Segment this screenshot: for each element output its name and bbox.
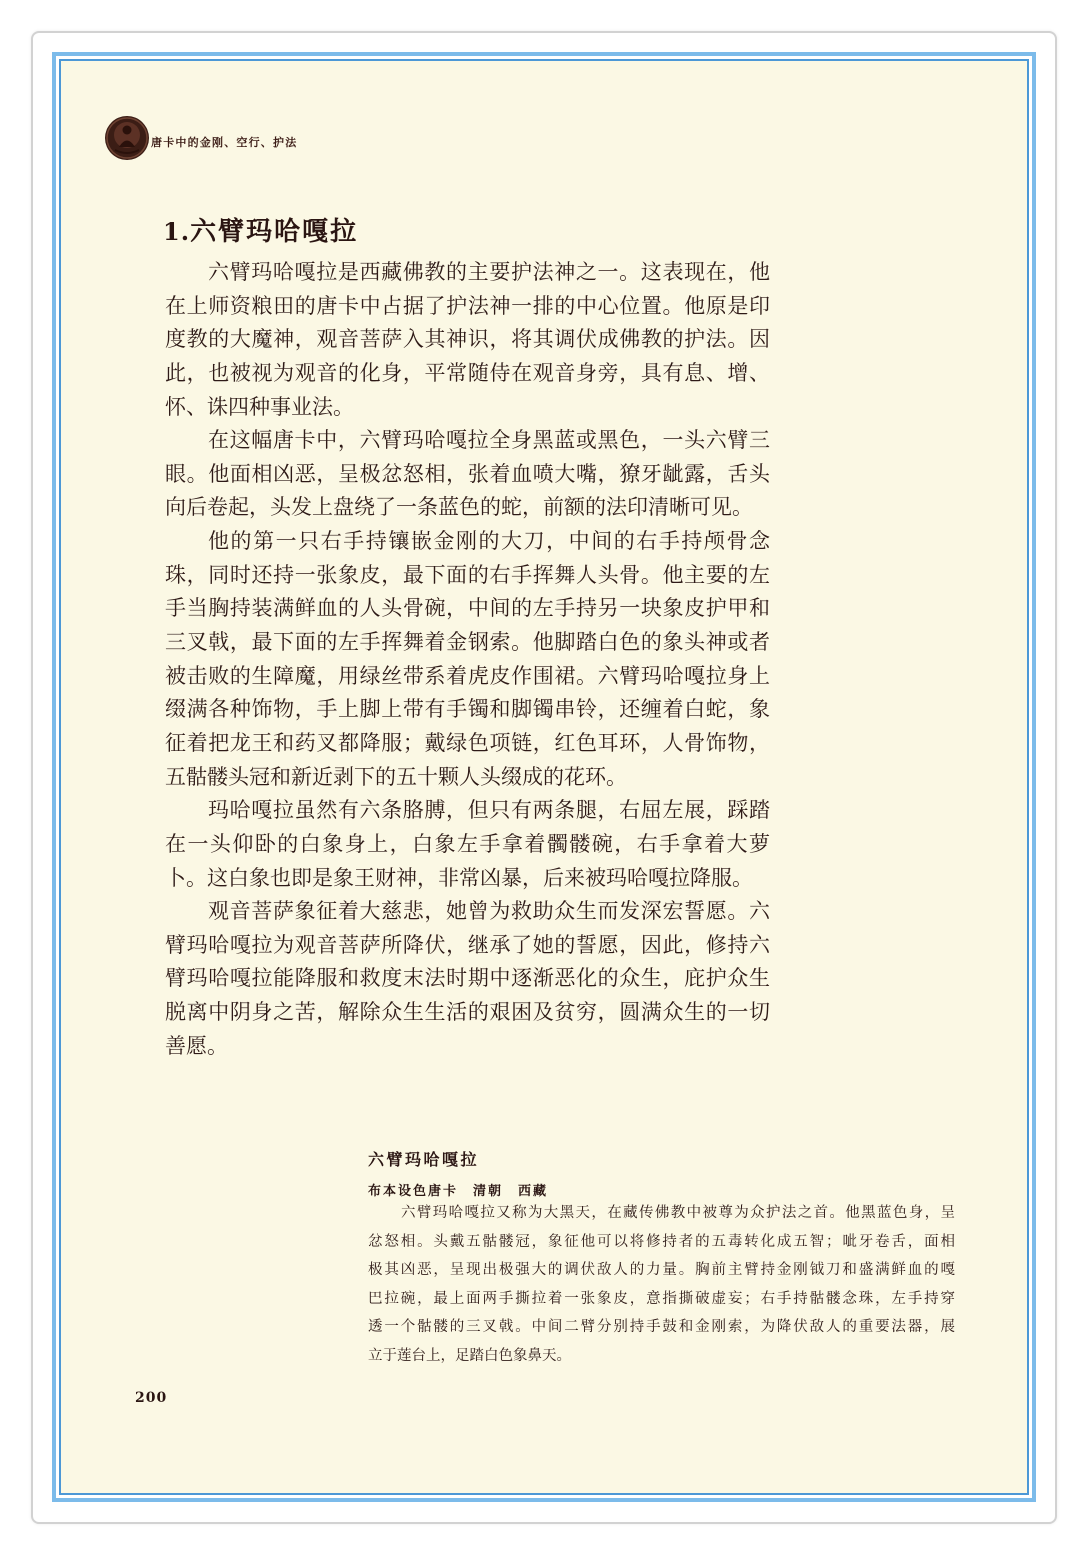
- body-text-line: 向后卷起，头发上盘绕了一条蓝色的蛇，前额的法印清晰可见。: [165, 495, 753, 520]
- body-text-line: 被击败的生障魔，用绿丝带系着虎皮作围裙。六臂玛哈嘎拉身上: [165, 663, 770, 688]
- caption-text-line: 六臂玛哈嘎拉又称为大黑天，在藏传佛教中被尊为众护法之首。他黑蓝色身，呈: [401, 1205, 955, 1221]
- section-heading: [163, 215, 358, 252]
- body-text-line: 观音菩萨象征着大慈悲，她曾为救助众生而发深宏誓愿。六: [208, 899, 770, 924]
- body-text-line: 眼。他面相凶恶，呈极忿怒相，张着血喷大嘴，獠牙龇露，舌头: [165, 461, 770, 486]
- body-text-line: 缀满各种饰物，手上脚上带有手镯和脚镯串铃，还缠着白蛇，象: [165, 697, 770, 722]
- body-text-line: 三叉戟，最下面的左手挥舞着金钢索。他脚踏白色的象头神或者: [165, 630, 770, 655]
- body-text-line: 在上师资粮田的唐卡中占据了护法神一排的中心位置。他原是印: [165, 293, 770, 318]
- body-text-line: 怀、诛四种事业法。: [165, 394, 354, 419]
- body-text-line: 手当胸持装满鲜血的人头骨碗，中间的左手持另一块象皮护甲和: [165, 596, 770, 621]
- caption-text-line: 透一个骷髅的三叉戟。中间二臂分别持手鼓和金刚索，为降伏敌人的重要法器，展: [368, 1319, 955, 1335]
- body-text-line: 五骷髅头冠和新近剥下的五十颗人头缀成的花环。: [165, 764, 627, 789]
- body-text-line: 善愿。: [165, 1033, 228, 1058]
- body-paragraph: [165, 794, 770, 895]
- caption-text-line: 立于莲台上，足踏白色象鼻天。: [368, 1347, 571, 1364]
- section-title: 六臂玛哈嘎拉: [190, 217, 359, 247]
- body-text-line: 玛哈嘎拉虽然有六条胳膊，但只有两条腿，右屈左展，踩踏: [208, 798, 770, 823]
- body-text-line: 珠，同时还持一张象皮，最下面的右手挥舞人头骨。他主要的左: [165, 562, 770, 587]
- body-text-line: 在一头仰卧的白象身上，白象左手拿着髑髅碗，右手拿着大萝: [165, 831, 770, 856]
- running-title: 唐卡中的金刚、空行、护法: [151, 136, 298, 149]
- caption-text-line: 极其凶恶，呈现出极强大的调伏敌人的力量。胸前主臂持金刚钺刀和盛满鲜血的嘎: [368, 1262, 955, 1278]
- body-text-line: 征着把龙王和药叉都降服；戴绿色项链，红色耳环，人骨饰物，: [165, 730, 770, 755]
- caption-text-line: 巴拉碗，最上面两手撕拉着一张象皮，意指撕破虚妄；右手持骷髅念珠，左手持穿: [368, 1290, 955, 1307]
- section-number: 1.: [163, 217, 191, 246]
- body-text-line: 度教的大魔神，观音菩萨入其神识，将其调伏成佛教的护法。因: [165, 327, 770, 352]
- body-paragraph: [165, 895, 770, 1063]
- tangka-medallion-icon: [103, 114, 151, 162]
- caption-title: 六臂玛哈嘎拉: [368, 1150, 480, 1169]
- body-text-line: 卜。这白象也即是象王财神，非常凶暴，后来被玛哈嘎拉降服。: [165, 865, 753, 890]
- caption-region: 西藏: [518, 1184, 549, 1199]
- body-text-line: 此，也被视为观音的化身，平常随侍在观音身旁，具有息、增、: [165, 360, 770, 385]
- body-text-line: 脱离中阴身之苦，解除众生生活的艰困及贫穷，圆满众生的一切: [165, 1000, 770, 1025]
- body-paragraph: [165, 525, 770, 794]
- caption-dynasty: 清朝: [473, 1184, 504, 1199]
- body-text-line: 在这幅唐卡中，六臂玛哈嘎拉全身黑蓝或黑色，一头六臂三: [208, 428, 770, 453]
- caption-medium: 布本设色唐卡: [368, 1184, 459, 1199]
- body-text-line: 他的第一只右手持镶嵌金刚的大刀，中间的右手持颅骨念: [208, 529, 770, 554]
- body-text-line: 臂玛哈嘎拉能降服和救度末法时期中逐渐恶化的众生，庇护众生: [165, 966, 770, 991]
- body-paragraph: [165, 256, 770, 424]
- body-paragraph: [165, 424, 770, 525]
- body-text-line: 六臂玛哈嘎拉是西藏佛教的主要护法神之一。这表现在，他: [208, 260, 770, 284]
- caption-text-line: 忿怒相。头戴五骷髅冠，象征他可以将修持者的五毒转化成五智；呲牙卷舌，面相: [368, 1233, 955, 1250]
- page-number: 200: [135, 1390, 168, 1406]
- body-text-line: 臂玛哈嘎拉为观音菩萨所降伏，继承了她的誓愿，因此，修持六: [165, 932, 770, 957]
- body-text: [165, 256, 770, 1063]
- caption-text: [368, 1199, 955, 1370]
